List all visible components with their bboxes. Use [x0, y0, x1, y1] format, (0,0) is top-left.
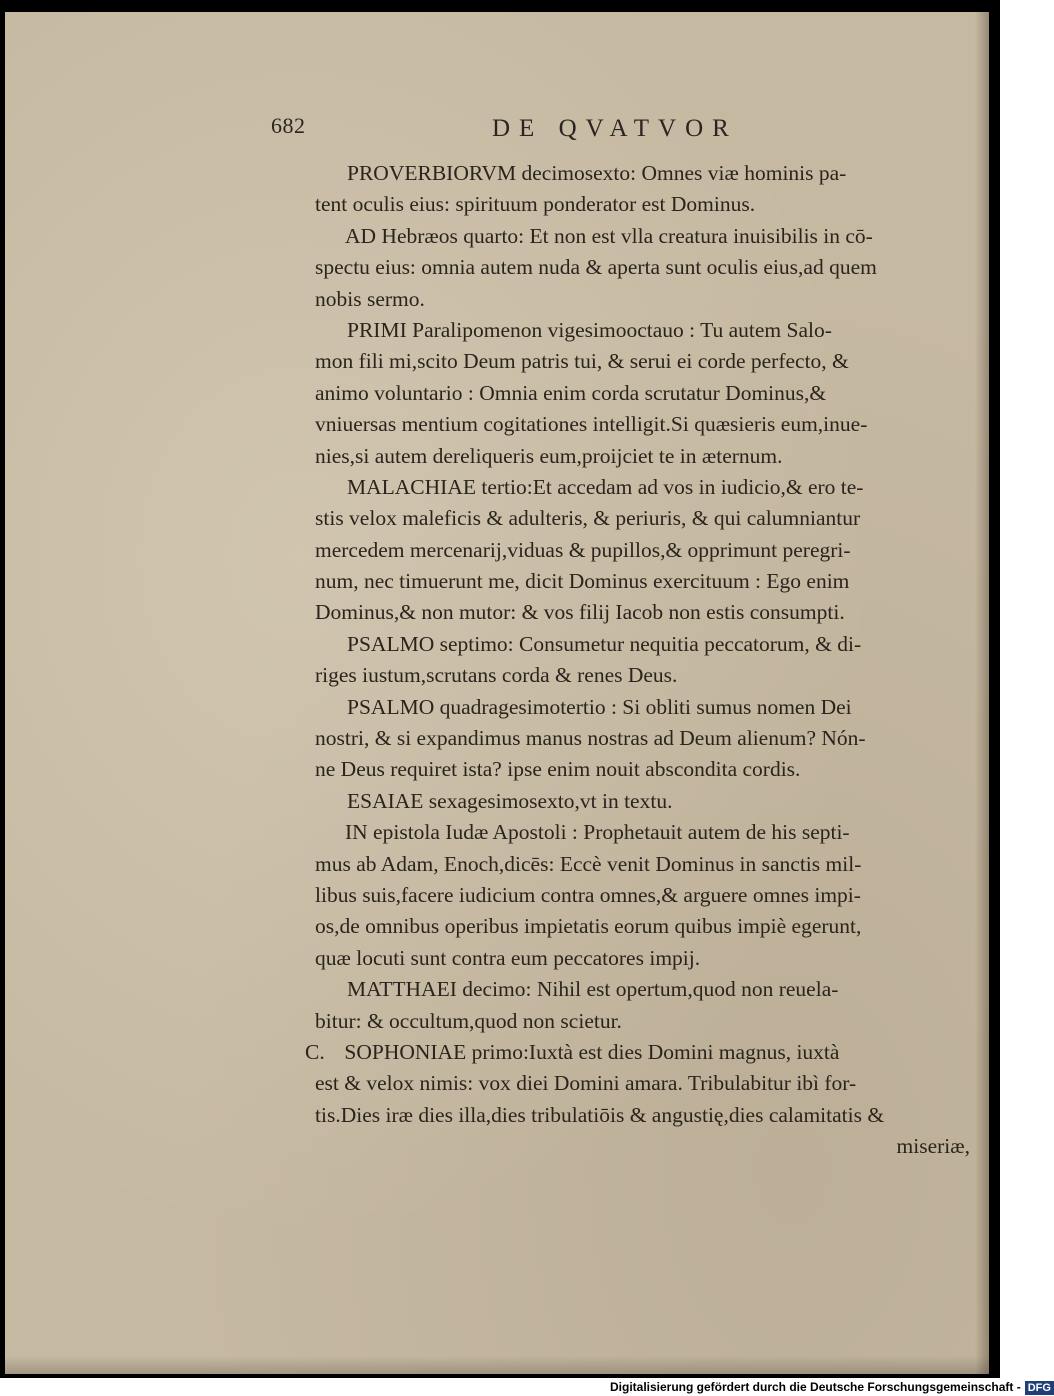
margin-letter: C.	[305, 1039, 325, 1064]
text-line: num, nec timuerunt me, dicit Dominus exercituum : Ego enim	[315, 569, 850, 594]
text-line: nobis sermo.	[315, 286, 425, 311]
text-line: stis velox maleficis & adulteris, & periuris, & qui calumniantur	[315, 506, 861, 531]
page-number: 682	[271, 113, 306, 138]
text-line: PROVERBIORVM decimosexto: Omnes viæ hominis pa-	[347, 161, 847, 185]
text-line: PSALMO quadragesimotertio : Si obliti sumus nomen Dei	[347, 694, 852, 719]
text-line: quæ locuti sunt contra eum peccatores impij.	[315, 945, 701, 970]
text-line: est & velox nimis: vox diei Domini amara. Tribulabitur ibì for-	[315, 1071, 857, 1096]
text-line: AD Hebræos quarto: Et non est vlla creatura inuisibilis in cō-	[345, 223, 873, 248]
text-line: Dominus,& non mutor: & vos filij Iacob non estis consumpti.	[315, 600, 845, 625]
book-page	[5, 12, 989, 1374]
text-line: nostri, & si expandimus manus nostras ad Deum alienum? Nón-	[315, 726, 866, 751]
text-line: spectu eius: omnia autem nuda & aperta sunt oculis eius,ad quem	[315, 255, 877, 280]
text-line: tis.Dies iræ dies illa,dies tribulatiōis & angustię,dies calamitatis &	[315, 1102, 885, 1127]
text-line: os,de omnibus operibus impietatis eorum quibus impiè egerunt,	[315, 914, 862, 939]
text-line: tent oculis eius: spirituum ponderator est Dominus.	[315, 192, 756, 217]
credit-text: Digitalisierung gefördert durch die Deutsche Forschungsgemeinschaft -	[610, 1380, 1021, 1394]
text-line: ESAIAE sexagesimosexto,vt in textu.	[347, 788, 673, 813]
text-line: ne Deus requiret ista? ipse enim nouit abscondita cordis.	[315, 757, 801, 782]
running-head: DE QVATVOR	[492, 115, 738, 142]
text-line: animo voluntario : Omnia enim corda scrutatur Dominus,&	[315, 380, 827, 405]
text-line: riges iustum,scrutans corda & renes Deus.	[315, 663, 678, 688]
text-line: MALACHIAE tertio:Et accedam ad vos in iudicio,& ero te-	[347, 474, 864, 499]
text-line: mus ab Adam, Enoch,dicēs: Eccè venit Dominus in sanctis mil-	[315, 851, 862, 876]
text-line: PRIMI Paralipomenon vigesimooctauo : Tu autem Salo-	[347, 317, 832, 342]
text-line: nies,si autem dereliqueris eum,proijciet te in æternum.	[315, 443, 783, 468]
digitization-credit	[610, 1378, 1054, 1396]
text-line: PSALMO septimo: Consumetur nequitia peccatorum, & di-	[347, 631, 862, 656]
text-line-with-margin	[305, 1037, 980, 1068]
catchword: miseriæ,	[896, 1134, 970, 1159]
page-bottom-shadow	[5, 1356, 989, 1374]
text-line: bitur: & occultum,quod non scietur.	[315, 1008, 622, 1033]
body-text	[305, 158, 980, 1163]
text-line: mon fili mi,scito Deum patris tui, & serui ei corde perfecto, &	[315, 349, 849, 374]
text-line: IN epistola Iudæ Apostoli : Prophetauit autem de his septi-	[345, 820, 850, 845]
dfg-logo: DFG	[1025, 1381, 1054, 1395]
text-line: mercedem mercenarij,viduas & pupillos,& opprimunt peregri-	[315, 537, 851, 562]
text-line: MATTHAEI decimo: Nihil est opertum,quod non reuela-	[347, 977, 839, 1002]
text-line: libus suis,facere iudicium contra omnes,& arguere omnes impi-	[315, 882, 861, 907]
text-line: SOPHONIAE primo:Iuxtà est dies Domini magnus, iuxtà	[344, 1039, 840, 1064]
text-line: vniuersas mentium cogitationes intelligit.Si quæsieris eum,inue-	[315, 412, 868, 437]
